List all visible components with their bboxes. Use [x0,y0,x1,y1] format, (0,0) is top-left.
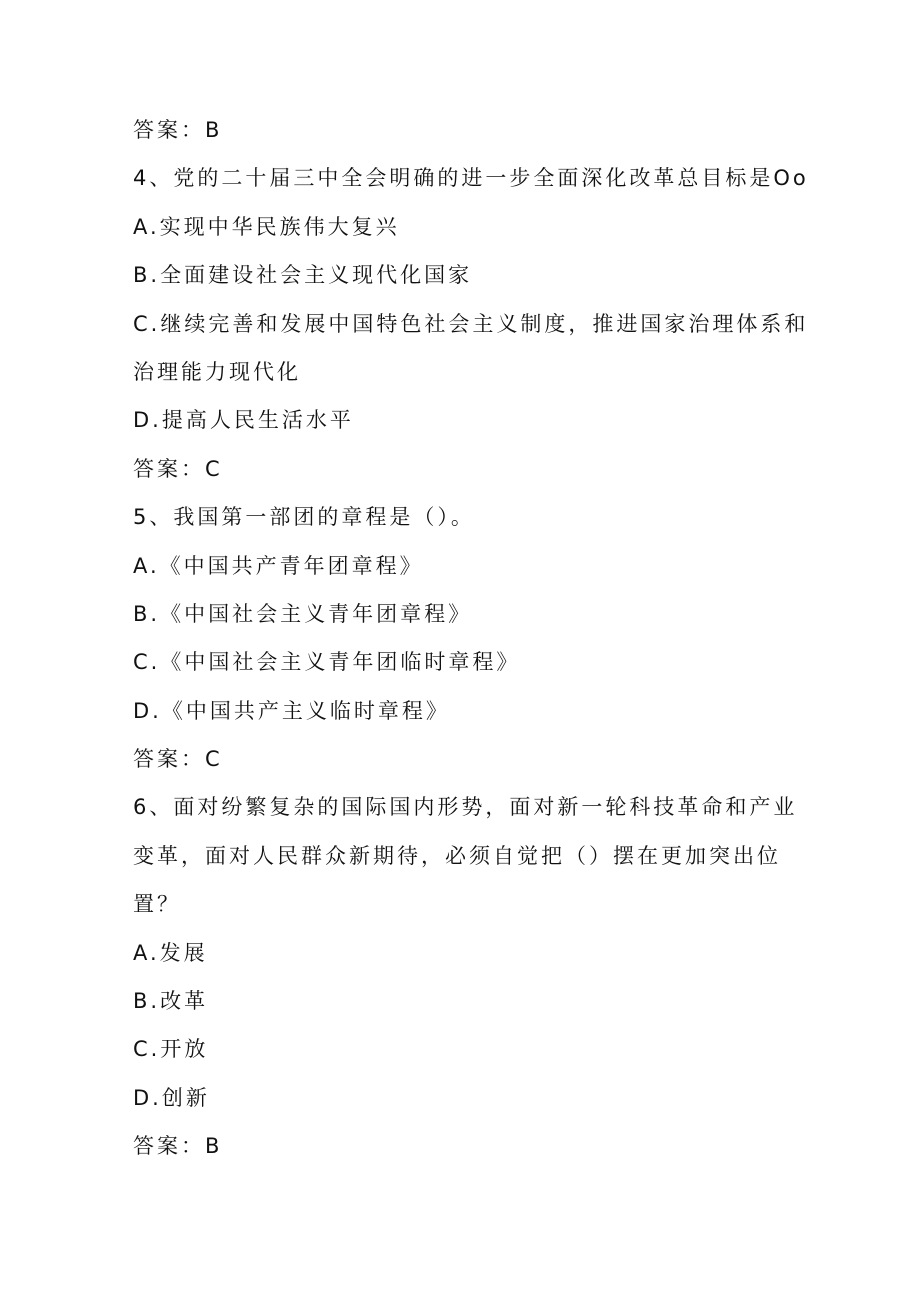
answer: 答案：B [133,1134,223,1159]
option-a: A.发展 [133,940,208,965]
option-a: A.实现中华民族伟大复兴 [133,214,400,239]
option-c: C.继续完善和发展中国特色社会主义制度，推进国家治理体系和 [133,311,809,336]
option-c-continued: 治理能力现代化 [133,359,301,384]
previous-answer: 答案：B [133,118,223,142]
document-page [133,106,809,1171]
question-text-continued: 置？ [133,892,181,917]
option-d: D.《中国共产主义临时章程》 [133,698,450,723]
question-text: 4、党的二十届三中全会明确的进一步全面深化改革总目标是Oo [133,166,809,191]
option-b: B.改革 [133,989,209,1014]
option-b: B.《中国社会主义青年团章程》 [133,601,473,626]
question-5 [133,493,793,783]
option-c: C.开放 [133,1037,209,1062]
option-a: A.《中国共产青年团章程》 [133,553,424,578]
question-6 [133,783,798,1170]
option-c: C.《中国社会主义青年团临时章程》 [133,650,521,675]
question-text-continued: 变革，面对人民群众新期待，必须自觉把（）摆在更加突出位 [133,843,781,868]
option-d: D.提高人民生活水平 [133,408,354,433]
option-d: D.创新 [133,1085,210,1110]
question-text: 5、我国第一部团的章程是（）。 [133,505,475,530]
answer: 答案：C [133,747,223,772]
question-4 [133,154,809,493]
question-text: 6、面对纷繁复杂的国际国内形势，面对新一轮科技革命和产业 [133,795,798,820]
answer: 答案：C [133,456,223,481]
option-b: B.全面建设社会主义现代化国家 [133,263,473,288]
